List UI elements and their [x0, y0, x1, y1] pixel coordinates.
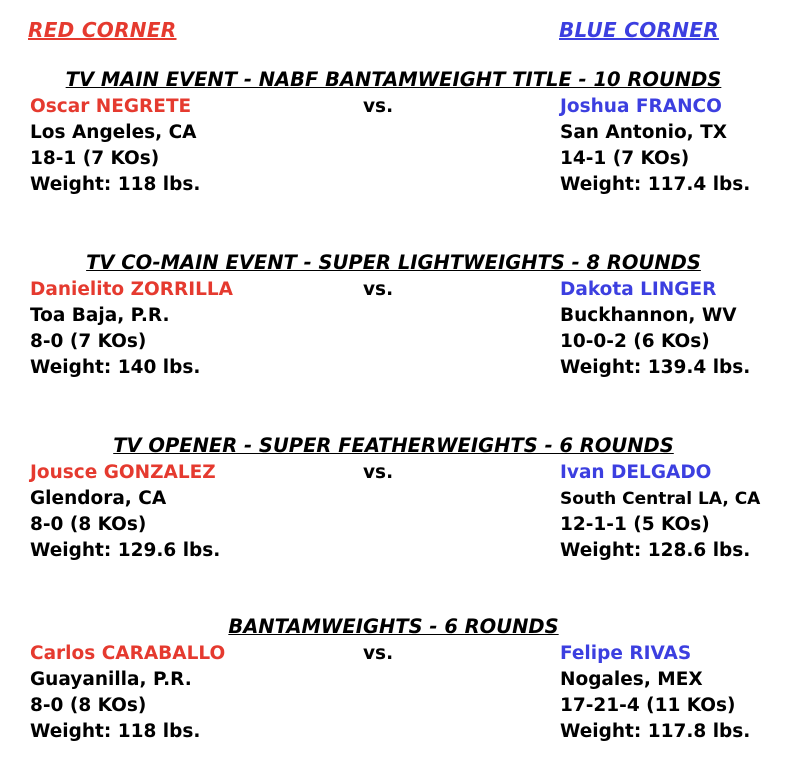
- bout-tv-opener: [0, 434, 800, 561]
- bout-co-main-event: [0, 251, 800, 378]
- vs-label: vs.: [363, 279, 394, 300]
- fighter-weight: Weight: 117.4 lbs.: [560, 174, 751, 195]
- fighter-name: Carlos CARABALLO: [30, 643, 226, 664]
- fighter-name: Danielito ZORRILLA: [30, 279, 233, 300]
- fighter-name: Jousce GONZALEZ: [30, 462, 216, 483]
- vs-label: vs.: [363, 643, 394, 664]
- fighter-name: Ivan DELGADO: [560, 462, 712, 483]
- fighter-weight: Weight: 140 lbs.: [30, 357, 201, 378]
- fighter-name: Oscar NEGRETE: [30, 96, 192, 117]
- fighter-hometown: Glendora, CA: [30, 488, 167, 509]
- red-fighter: [30, 277, 233, 381]
- fighter-record: 17-21-4 (11 KOs): [560, 695, 736, 716]
- fighter-record: 12-1-1 (5 KOs): [560, 514, 710, 535]
- bout-main-event: [0, 68, 800, 195]
- red-fighter: [30, 460, 220, 564]
- red-fighter: [30, 94, 200, 198]
- blue-fighter: [560, 94, 750, 198]
- bout-bantamweights: [0, 615, 800, 742]
- fighter-record: 8-0 (7 KOs): [30, 331, 147, 352]
- bout-title: TV CO-MAIN EVENT - SUPER LIGHTWEIGHTS - 8 ROUNDS: [86, 251, 701, 274]
- fighter-hometown: Nogales, MEX: [560, 669, 703, 690]
- blue-fighter: [560, 641, 750, 745]
- fighter-hometown: San Antonio, TX: [560, 122, 728, 143]
- fighter-weight: Weight: 139.4 lbs.: [560, 357, 751, 378]
- fighter-record: 14-1 (7 KOs): [560, 148, 690, 169]
- fighter-record: 18-1 (7 KOs): [30, 148, 160, 169]
- fighter-record: 10-0-2 (6 KOs): [560, 331, 710, 352]
- fighter-weight: Weight: 118 lbs.: [30, 721, 201, 742]
- bout-title: TV MAIN EVENT - NABF BANTAMWEIGHT TITLE - 10 ROUNDS: [65, 68, 722, 91]
- blue-corner-header: BLUE CORNER: [559, 18, 719, 42]
- fighter-name: Joshua FRANCO: [560, 96, 722, 117]
- fighter-hometown: South Central LA, CA: [560, 489, 761, 509]
- fighter-hometown: Los Angeles, CA: [30, 122, 197, 143]
- fighter-weight: Weight: 128.6 lbs.: [560, 540, 751, 561]
- blue-fighter: [560, 277, 750, 381]
- red-fighter: [30, 641, 225, 745]
- fighter-hometown: Guayanilla, P.R.: [30, 669, 192, 690]
- vs-label: vs.: [363, 462, 394, 483]
- bout-title: TV OPENER - SUPER FEATHERWEIGHTS - 6 ROUNDS: [113, 434, 674, 457]
- fighter-weight: Weight: 117.8 lbs.: [560, 721, 751, 742]
- fighter-name: Felipe RIVAS: [560, 643, 692, 664]
- fighter-hometown: Toa Baja, P.R.: [30, 305, 170, 326]
- fighter-record: 8-0 (8 KOs): [30, 514, 147, 535]
- vs-label: vs.: [363, 96, 394, 117]
- fighter-weight: Weight: 118 lbs.: [30, 174, 201, 195]
- blue-fighter: [560, 460, 760, 564]
- fighter-hometown: Buckhannon, WV: [560, 305, 737, 326]
- fighter-name: Dakota LINGER: [560, 279, 717, 300]
- fighter-weight: Weight: 129.6 lbs.: [30, 540, 221, 561]
- bout-title: BANTAMWEIGHTS - 6 ROUNDS: [228, 615, 559, 638]
- fighter-record: 8-0 (8 KOs): [30, 695, 147, 716]
- red-corner-header: RED CORNER: [28, 18, 177, 42]
